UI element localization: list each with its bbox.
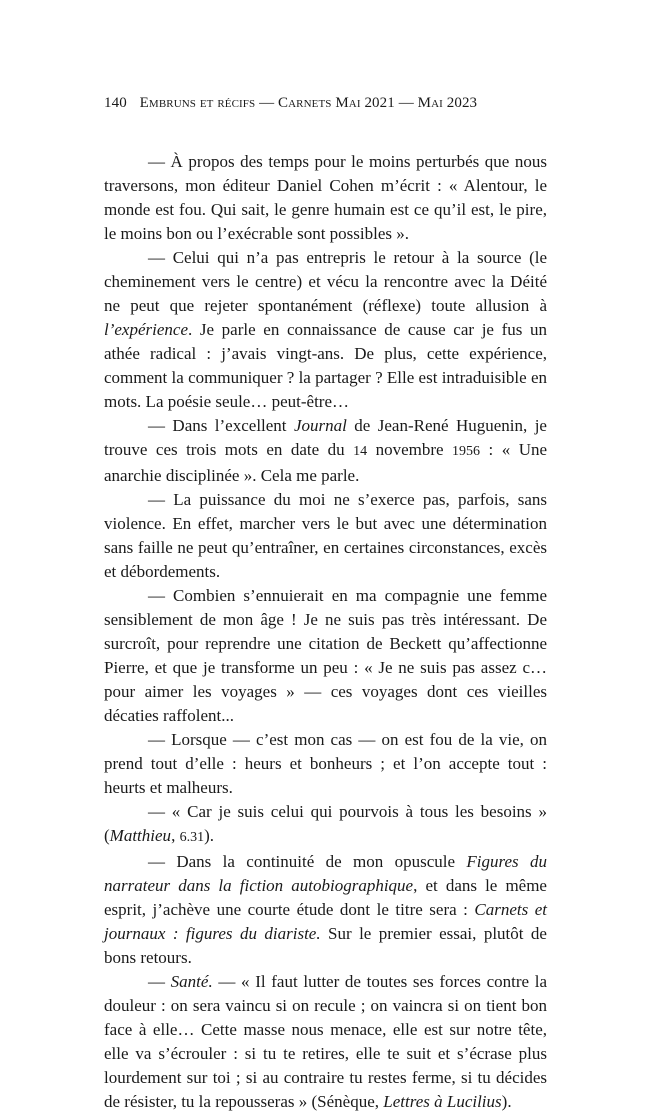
- italic-text: Lettres à Lucilius: [383, 1092, 502, 1111]
- text-run: . Je parle en connaissance de cause car je fus un athée radical : j’avais vingt-ans. De plus, cette expérience, comment la communiquer ? la partager ? Elle est intraduisible en mots. La poésie seule… peut-être…: [104, 320, 547, 411]
- text-run: —: [148, 972, 171, 991]
- paragraph: [104, 800, 547, 850]
- paragraph: [104, 584, 547, 728]
- page-number: 140: [104, 95, 127, 111]
- paragraph: [104, 488, 547, 584]
- paragraph: [104, 850, 547, 970]
- running-title: Embruns et récifs — Carnets Mai 2021 — Mai 2023: [139, 95, 478, 111]
- paragraph: [104, 414, 547, 488]
- text-run: — La puissance du moi ne s’exerce pas, parfois, sans violence. En effet, marcher vers le but avec une détermination sans faille ne peut qu’entraîner, en certaines circonstances, excès et débordements.: [104, 490, 547, 581]
- text-run: : « Une anarchie disciplinée ». Cela me parle.: [104, 440, 548, 485]
- text-run: — Celui qui n’a pas entrepris le retour à la source (le cheminement vers le centre) et vécu la rencontre avec la Déité ne peut que rejeter spontanément (réflexe) toute allusion à: [104, 248, 547, 315]
- paragraph: [104, 246, 547, 414]
- text-run: — Dans l’excellent: [148, 416, 294, 435]
- paragraph: [104, 970, 547, 1114]
- text-run: ).: [501, 1092, 512, 1111]
- italic-text: Journal: [293, 416, 347, 435]
- text-run: ).: [204, 826, 214, 845]
- text-run: — Dans la continuité de mon opuscule: [148, 852, 467, 871]
- italic-text: Matthieu: [109, 826, 172, 845]
- paragraph: [104, 150, 547, 246]
- text-run: 1956: [452, 444, 481, 459]
- text-run: novembre: [367, 440, 453, 459]
- text-run: Sur le premier essai, plutôt de bons retours.: [104, 924, 547, 967]
- text-run: — « Il faut lutter de toutes ses forces contre la douleur : on sera vaincu si on recule ; on vaincra si on tient bon face à elle… Cette masse nous menace, elle est sur notre tête, elle va s’écrouler : si tu te retires, elle te suit et s’écrase plus lourdement sur toi ; si au contraire tu restes ferme, si tu décides de résister, tu la repousseras » (Sénèque,: [104, 972, 547, 1111]
- running-header: [104, 95, 477, 112]
- italic-text: Santé.: [170, 972, 213, 991]
- paragraph: [104, 728, 547, 800]
- text-run: 14: [353, 444, 368, 459]
- text-run: — À propos des temps pour le moins perturbés que nous traversons, mon éditeur Daniel Cohen m’écrit : « Alentour, le monde est fou. Qui sait, le genre humain est ce qu’il est, le pire, le moins bon ou l’exécrable sont possibles ».: [104, 152, 547, 243]
- italic-text: Carnets et journaux : figures du diariste.: [104, 900, 547, 943]
- text-run: de Jean-René Huguenin, je trouve ces trois mots en date du: [104, 416, 547, 459]
- text-run: — Combien s’ennuierait en ma compagnie une femme sensiblement de mon âge ! Je ne suis pas très intéressant. De surcroît, pour reprendre une citation de Beckett qu’affectionne Pierre, et que je transforme un peu : « Je ne suis pas assez c… pour aimer les voyages » — ces voyages dont ces vieilles décaties raffolent...: [104, 586, 547, 725]
- text-run: — « Car je suis celui qui pourvois à tous les besoins » (: [104, 802, 547, 845]
- text-run: , et dans le même esprit, j’achève une courte étude dont le titre sera :: [104, 876, 547, 919]
- text-run: ,: [171, 826, 180, 845]
- text-run: — Lorsque — c’est mon cas — on est fou de la vie, on prend tout d’elle : heurs et bonheurs ; et l’on accepte tout : heurts et malheurs.: [104, 730, 547, 797]
- text-run: 6.31: [179, 830, 205, 845]
- body-text: [104, 150, 547, 1114]
- italic-text: Figures du narrateur dans la fiction autobiographique: [104, 852, 547, 895]
- italic-text: l’expérience: [104, 320, 188, 339]
